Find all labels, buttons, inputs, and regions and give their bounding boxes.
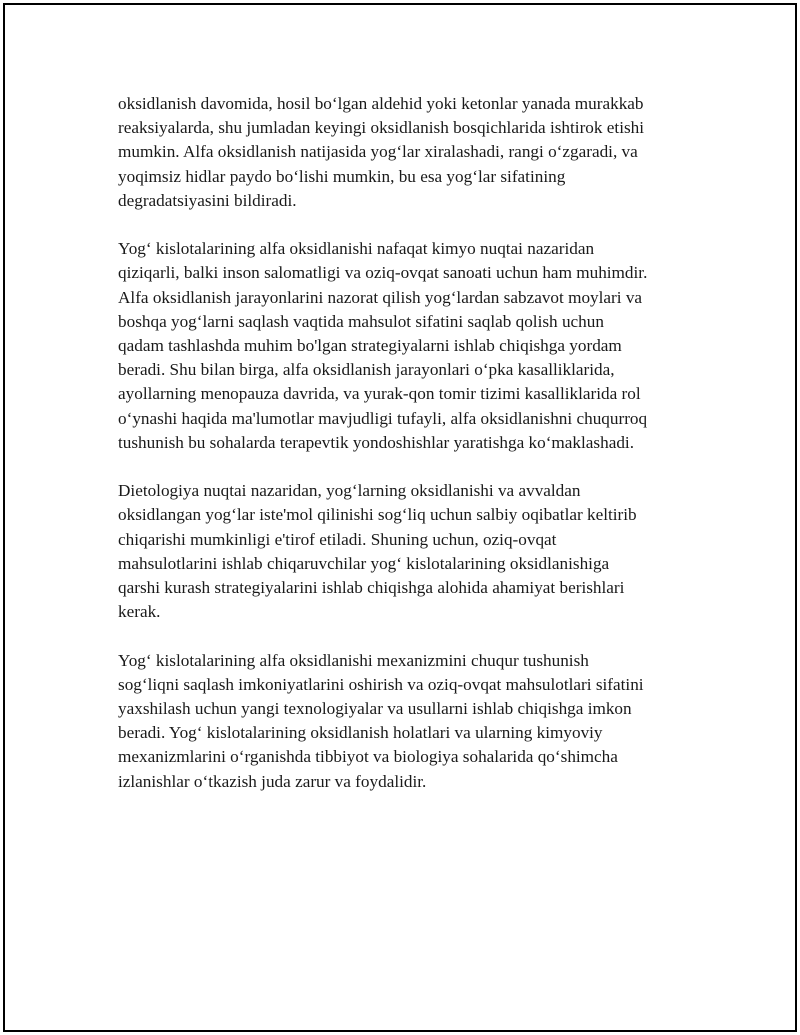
- paragraph-2: Yog‘ kislotalarining alfa oksidlanishi nafaqat kimyo nuqtai nazaridan qiziqarli, balki inson salomatligi va oziq-ovqat sanoati uchun ham muhimdir. Alfa oksidlanish jarayonlarini nazorat qilish yog‘lardan sabzavot moylari va boshqa yog‘larni saqlash vaqtida mahsulot sifatini saqlab qolish uchun qadam tashlashda muhim bo'lgan strategiyalarni ishlab chiqishga yordam beradi. Shu bilan birga, alfa oksidlanish jarayonlari o‘pka kasalliklarida, ayollarning menopauza davrida, va yurak-qon tomir tizimi kasalliklarida rol o‘ynashi haqida ma'lumotlar mavjudligi tufayli, alfa oksidlanishni chuqurroq tushunish bu sohalarda terapevtik yondoshishlar yaratishga ko‘maklashadi.: [118, 239, 648, 452]
- document-body: [118, 92, 698, 818]
- paragraph-4: Yog‘ kislotalarining alfa oksidlanishi mexanizmini chuqur tushunish sog‘liqni saqlash imkoniyatlarini oshirish va oziq-ovqat mahsulotlari sifatini yaxshilash uchun yangi texnologiyalar va usullarni ishlab chiqishga imkon beradi. Yog‘ kislotalarining oksidlanish holatlari va ularning kimyoviy mexanizmlarini o‘rganishda tibbiyot va biologiya sohalarida qo‘shimcha izlanishlar o‘tkazish juda zarur va foydalidir.: [118, 650, 644, 791]
- paragraph-1: oksidlanish davomida, hosil bo‘lgan aldehid yoki ketonlar yanada murakkab reaksiyalarda, shu jumladan keyingi oksidlanish bosqichlarida ishtirok etishi mumkin. Alfa oksidlanish natijasida yog‘lar xiralashadi, rangi o‘zgaradi, va yoqimsiz hidlar paydo bo‘lishi mumkin, bu esa yog‘lar sifatining degradatsiyasini bildiradi.: [118, 94, 645, 210]
- paragraph-3: Dietologiya nuqtai nazaridan, yog‘larning oksidlanishi va avvaldan oksidlangan yog‘lar iste'mol qilinishi sog‘liq uchun salbiy oqibatlar keltirib chiqarishi mumkinligi e'tirof etiladi. Shuning uchun, oziq-ovqat mahsulotlarini ishlab chiqaruvchilar yog‘ kislotalarining oksidlanishiga qarshi kurash strategiyalarini ishlab chiqishga alohida ahamiyat berishlari kerak.: [118, 481, 637, 622]
